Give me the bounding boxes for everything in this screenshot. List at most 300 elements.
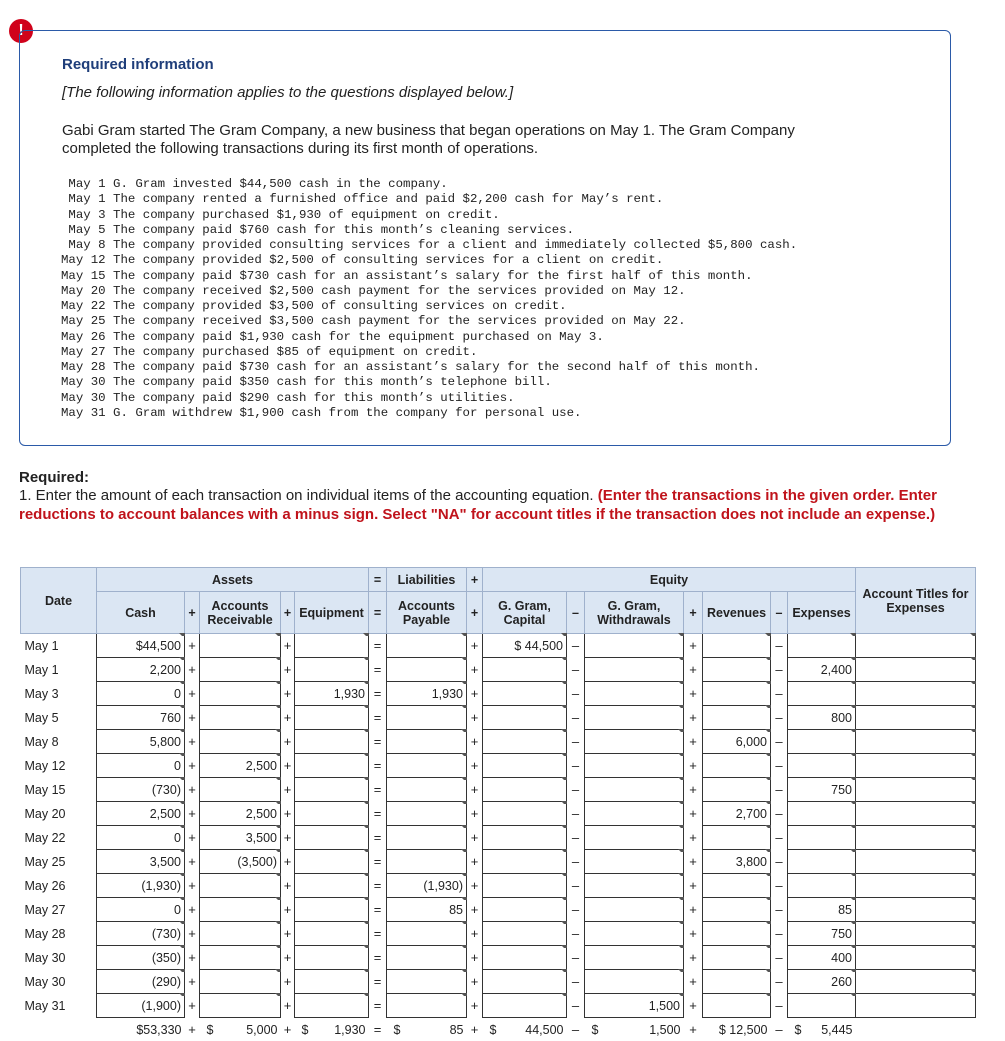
header-revenues: Revenues [703, 592, 771, 634]
equipment-input[interactable] [295, 754, 369, 778]
table-row [21, 874, 976, 898]
minus-sign: – [771, 706, 788, 730]
plus-sign: + [467, 922, 483, 946]
accounts-receivable-input[interactable]: (3,500) [200, 850, 281, 874]
header-cash: Cash [97, 592, 185, 634]
table-row [21, 826, 976, 850]
minus-sign: – [567, 706, 585, 730]
account-title-select[interactable] [856, 826, 976, 850]
accounts-payable-input[interactable] [387, 850, 467, 874]
plus-sign: + [281, 874, 295, 898]
revenues-input[interactable]: 6,000 [703, 730, 771, 754]
accounts-payable-input[interactable] [387, 730, 467, 754]
account-title-select[interactable] [856, 850, 976, 874]
accounts-receivable-input[interactable]: 2,500 [200, 802, 281, 826]
expenses-input[interactable] [788, 874, 856, 898]
cash-input[interactable]: 0 [97, 754, 185, 778]
dollar-sign: $ [490, 1023, 497, 1037]
info-note: [The following information applies to the questions displayed below.] [62, 84, 513, 101]
account-title-select[interactable] [856, 634, 976, 658]
expenses-input[interactable]: 750 [788, 922, 856, 946]
table-row [21, 898, 976, 922]
equals-sign: = [369, 658, 387, 682]
account-title-select[interactable] [856, 778, 976, 802]
plus-sign: + [281, 706, 295, 730]
withdrawals-input[interactable] [585, 706, 684, 730]
row-date: May 15 [21, 778, 97, 802]
plus-sign: + [684, 850, 703, 874]
expenses-input[interactable]: 85 [788, 898, 856, 922]
row-date: May 1 [21, 658, 97, 682]
revenues-input[interactable] [703, 634, 771, 658]
plus-sign: + [467, 658, 483, 682]
minus-sign: – [771, 826, 788, 850]
header-plus: + [185, 592, 200, 634]
row-date: May 25 [21, 850, 97, 874]
equipment-input[interactable] [295, 778, 369, 802]
row-date: May 12 [21, 754, 97, 778]
minus-sign: – [567, 802, 585, 826]
withdrawals-input[interactable] [585, 922, 684, 946]
revenues-input[interactable]: 3,800 [703, 850, 771, 874]
plus-sign: + [281, 922, 295, 946]
minus-sign: – [567, 730, 585, 754]
capital-input[interactable] [483, 898, 567, 922]
accounts-payable-input[interactable] [387, 826, 467, 850]
equipment-input[interactable] [295, 634, 369, 658]
header-accounts-payable: Accounts Payable [387, 592, 467, 634]
cash-input[interactable]: (1,930) [97, 874, 185, 898]
accounts-payable-input[interactable] [387, 994, 467, 1018]
equals-sign: = [369, 1018, 387, 1041]
plus-sign: + [467, 970, 483, 994]
transaction-line: May 3 The company purchased $1,930 of equipment on credit. [61, 208, 797, 223]
transaction-line: May 30 The company paid $350 cash for this month’s telephone bill. [61, 375, 797, 390]
revenues-input[interactable] [703, 682, 771, 706]
plus-sign: + [684, 634, 703, 658]
dollar-sign: $ [592, 1023, 599, 1037]
equipment-input[interactable] [295, 730, 369, 754]
table-row [21, 706, 976, 730]
accounts-payable-input[interactable]: 1,930 [387, 682, 467, 706]
accounts-receivable-input[interactable] [200, 994, 281, 1018]
plus-sign: + [185, 754, 200, 778]
withdrawals-input[interactable] [585, 778, 684, 802]
capital-input[interactable] [483, 874, 567, 898]
equipment-input[interactable] [295, 922, 369, 946]
header-equals: = [369, 592, 387, 634]
accounts-receivable-input[interactable] [200, 706, 281, 730]
totals-row [21, 1018, 976, 1041]
account-title-select[interactable] [856, 658, 976, 682]
expenses-input[interactable] [788, 682, 856, 706]
accounts-payable-input[interactable] [387, 754, 467, 778]
expenses-input[interactable] [788, 730, 856, 754]
capital-input[interactable] [483, 802, 567, 826]
table-row [21, 682, 976, 706]
minus-sign: – [771, 730, 788, 754]
minus-sign: – [567, 970, 585, 994]
revenues-input[interactable] [703, 970, 771, 994]
capital-input[interactable] [483, 658, 567, 682]
withdrawals-input[interactable] [585, 754, 684, 778]
minus-sign: – [567, 874, 585, 898]
equipment-input[interactable] [295, 706, 369, 730]
expenses-input[interactable]: 400 [788, 946, 856, 970]
plus-sign: + [185, 898, 200, 922]
row-date: May 5 [21, 706, 97, 730]
accounts-payable-input[interactable]: (1,930) [387, 874, 467, 898]
header-plus: + [467, 568, 483, 592]
equals-sign: = [369, 874, 387, 898]
plus-sign: + [467, 1018, 483, 1041]
equipment-input[interactable] [295, 970, 369, 994]
capital-input[interactable] [483, 970, 567, 994]
plus-sign: + [281, 802, 295, 826]
revenues-input[interactable] [703, 778, 771, 802]
expenses-input[interactable]: 260 [788, 970, 856, 994]
equals-sign: = [369, 850, 387, 874]
transaction-line: May 26 The company paid $1,930 cash for the equipment purchased on May 3. [61, 330, 797, 345]
transaction-list [61, 177, 797, 421]
cash-input[interactable]: 3,500 [97, 850, 185, 874]
transaction-line: May 1 G. Gram invested $44,500 cash in the company. [61, 177, 797, 192]
row-date: May 8 [21, 730, 97, 754]
minus-sign: – [771, 922, 788, 946]
equipment-input[interactable] [295, 898, 369, 922]
header-plus: + [467, 592, 483, 634]
revenues-input[interactable] [703, 874, 771, 898]
minus-sign: – [567, 946, 585, 970]
equipment-input[interactable] [295, 874, 369, 898]
total-accounts-payable [387, 1018, 467, 1041]
header-minus: – [567, 592, 585, 634]
header-liabilities: Liabilities [387, 568, 467, 592]
plus-sign: + [185, 658, 200, 682]
accounts-receivable-input[interactable] [200, 658, 281, 682]
withdrawals-input[interactable] [585, 826, 684, 850]
account-title-select[interactable] [856, 898, 976, 922]
transaction-line: May 5 The company paid $760 cash for this month’s cleaning services. [61, 223, 797, 238]
total-withdrawals [585, 1018, 684, 1041]
accounts-receivable-input[interactable] [200, 874, 281, 898]
expenses-input[interactable] [788, 634, 856, 658]
account-title-select[interactable] [856, 946, 976, 970]
plus-sign: + [185, 778, 200, 802]
cash-input[interactable]: (350) [97, 946, 185, 970]
account-title-select[interactable] [856, 706, 976, 730]
capital-input[interactable] [483, 850, 567, 874]
table-row [21, 754, 976, 778]
table-row [21, 994, 976, 1018]
minus-sign: – [567, 634, 585, 658]
plus-sign: + [185, 634, 200, 658]
cash-input[interactable]: (1,900) [97, 994, 185, 1018]
plus-sign: + [467, 706, 483, 730]
accounts-receivable-input[interactable] [200, 946, 281, 970]
accounts-payable-input[interactable] [387, 946, 467, 970]
cash-input[interactable]: (290) [97, 970, 185, 994]
accounts-receivable-input[interactable] [200, 778, 281, 802]
capital-input[interactable] [483, 994, 567, 1018]
header-date: Date [21, 568, 97, 634]
capital-input[interactable] [483, 706, 567, 730]
equals-sign: = [369, 778, 387, 802]
plus-sign: + [684, 658, 703, 682]
cash-input[interactable]: 0 [97, 826, 185, 850]
capital-input[interactable] [483, 946, 567, 970]
table-row [21, 778, 976, 802]
cash-input[interactable]: (730) [97, 778, 185, 802]
minus-sign: – [771, 778, 788, 802]
header-withdrawals: G. Gram, Withdrawals [585, 592, 684, 634]
expenses-input[interactable] [788, 754, 856, 778]
withdrawals-input[interactable] [585, 970, 684, 994]
capital-input[interactable] [483, 730, 567, 754]
account-title-select[interactable] [856, 682, 976, 706]
minus-sign: – [567, 994, 585, 1018]
expenses-input[interactable] [788, 850, 856, 874]
capital-input[interactable] [483, 754, 567, 778]
plus-sign: + [185, 730, 200, 754]
withdrawals-input[interactable] [585, 730, 684, 754]
plus-sign: + [467, 850, 483, 874]
equals-sign: = [369, 994, 387, 1018]
cash-input[interactable]: $44,500 [97, 634, 185, 658]
accounts-payable-input[interactable] [387, 802, 467, 826]
plus-sign: + [467, 730, 483, 754]
accounts-payable-input[interactable] [387, 778, 467, 802]
plus-sign: + [185, 682, 200, 706]
plus-sign: + [185, 706, 200, 730]
total-ar-value: 5,000 [246, 1023, 277, 1037]
equipment-input[interactable] [295, 946, 369, 970]
plus-sign: + [185, 922, 200, 946]
plus-sign: + [684, 802, 703, 826]
info-title: Required information [62, 56, 214, 73]
cash-input[interactable]: 5,800 [97, 730, 185, 754]
minus-sign: – [567, 754, 585, 778]
plus-sign: + [684, 970, 703, 994]
cash-input[interactable]: 0 [97, 898, 185, 922]
header-equipment: Equipment [295, 592, 369, 634]
withdrawals-input[interactable]: 1,500 [585, 994, 684, 1018]
header-equity: Equity [483, 568, 856, 592]
withdrawals-input[interactable] [585, 682, 684, 706]
total-cash: $53,330 [97, 1018, 185, 1041]
withdrawals-input[interactable] [585, 898, 684, 922]
equipment-input[interactable] [295, 850, 369, 874]
row-date: May 27 [21, 898, 97, 922]
minus-sign: – [771, 1018, 788, 1041]
minus-sign: – [771, 850, 788, 874]
transaction-line: May 1 The company rented a furnished office and paid $2,200 cash for May’s rent. [61, 192, 797, 207]
expenses-input[interactable]: 800 [788, 706, 856, 730]
plus-sign: + [281, 994, 295, 1018]
required-red-instruction: (Enter the transactions in the given order. Enter reductions to account balances with a minus sign. Select "NA" for account titles if the transaction does not include an expense.) [19, 487, 937, 523]
equals-sign: = [369, 898, 387, 922]
account-title-select[interactable] [856, 970, 976, 994]
accounts-payable-input[interactable] [387, 706, 467, 730]
plus-sign: + [185, 1018, 200, 1041]
equals-sign: = [369, 682, 387, 706]
cash-input[interactable]: (730) [97, 922, 185, 946]
withdrawals-input[interactable] [585, 658, 684, 682]
equals-sign: = [369, 826, 387, 850]
required-text [19, 487, 969, 524]
minus-sign: – [567, 898, 585, 922]
plus-sign: + [281, 754, 295, 778]
capital-input[interactable] [483, 922, 567, 946]
revenues-input[interactable] [703, 946, 771, 970]
equals-sign: = [369, 802, 387, 826]
minus-sign: – [771, 754, 788, 778]
equipment-input[interactable] [295, 802, 369, 826]
transaction-line: May 20 The company received $2,500 cash payment for the services provided on May 12. [61, 284, 797, 299]
expenses-input[interactable]: 2,400 [788, 658, 856, 682]
alert-icon: ! [9, 19, 33, 43]
capital-input[interactable] [483, 778, 567, 802]
plus-sign: + [684, 754, 703, 778]
header-plus: + [684, 592, 703, 634]
plus-sign: + [467, 754, 483, 778]
account-title-select[interactable] [856, 922, 976, 946]
expenses-input[interactable] [788, 802, 856, 826]
equals-sign: = [369, 922, 387, 946]
account-title-select[interactable] [856, 994, 976, 1018]
accounts-payable-input[interactable] [387, 634, 467, 658]
revenues-input[interactable] [703, 922, 771, 946]
revenues-input[interactable] [703, 994, 771, 1018]
plus-sign: + [684, 898, 703, 922]
plus-sign: + [684, 994, 703, 1018]
total-withdrawals-value: 1,500 [649, 1023, 680, 1037]
minus-sign: – [567, 826, 585, 850]
revenues-input[interactable] [703, 826, 771, 850]
plus-sign: + [281, 634, 295, 658]
equipment-input[interactable] [295, 826, 369, 850]
row-date: May 28 [21, 922, 97, 946]
table-row [21, 850, 976, 874]
expenses-input[interactable] [788, 826, 856, 850]
accounts-receivable-input[interactable] [200, 922, 281, 946]
accounts-payable-input[interactable] [387, 922, 467, 946]
capital-input[interactable] [483, 682, 567, 706]
equipment-input[interactable] [295, 658, 369, 682]
dollar-sign: $ [207, 1023, 214, 1037]
required-instruction: 1. Enter the amount of each transaction on individual items of the accounting equation. [19, 487, 594, 504]
plus-sign: + [467, 826, 483, 850]
plus-sign: + [684, 874, 703, 898]
withdrawals-input[interactable] [585, 946, 684, 970]
header-assets: Assets [97, 568, 369, 592]
account-title-select[interactable] [856, 802, 976, 826]
revenues-input[interactable]: 2,700 [703, 802, 771, 826]
plus-sign: + [467, 946, 483, 970]
plus-sign: + [684, 826, 703, 850]
row-date: May 31 [21, 994, 97, 1018]
expenses-input[interactable] [788, 994, 856, 1018]
transaction-line: May 27 The company purchased $85 of equipment on credit. [61, 345, 797, 360]
accounts-receivable-input[interactable] [200, 970, 281, 994]
accounts-receivable-input[interactable]: 2,500 [200, 754, 281, 778]
accounts-payable-input[interactable] [387, 658, 467, 682]
accounts-payable-input[interactable] [387, 970, 467, 994]
plus-sign: + [185, 826, 200, 850]
minus-sign: – [771, 970, 788, 994]
accounts-receivable-input[interactable] [200, 634, 281, 658]
header-account-titles: Account Titles for Expenses [856, 568, 976, 634]
withdrawals-input[interactable] [585, 802, 684, 826]
plus-sign: + [281, 946, 295, 970]
header-minus: – [771, 592, 788, 634]
total-capital [483, 1018, 567, 1041]
total-capital-value: 44,500 [525, 1023, 563, 1037]
cash-input[interactable]: 2,500 [97, 802, 185, 826]
cash-input[interactable]: 0 [97, 682, 185, 706]
accounts-receivable-input[interactable]: 3,500 [200, 826, 281, 850]
minus-sign: – [567, 1018, 585, 1041]
capital-input[interactable] [483, 826, 567, 850]
equals-sign: = [369, 754, 387, 778]
plus-sign: + [185, 970, 200, 994]
account-title-select[interactable] [856, 730, 976, 754]
plus-sign: + [185, 802, 200, 826]
transaction-line: May 31 G. Gram withdrew $1,900 cash from the company for personal use. [61, 406, 797, 421]
accounts-payable-input[interactable]: 85 [387, 898, 467, 922]
equipment-input[interactable]: 1,930 [295, 682, 369, 706]
header-plus: + [281, 592, 295, 634]
minus-sign: – [771, 898, 788, 922]
dollar-sign: $ [394, 1023, 401, 1037]
withdrawals-input[interactable] [585, 850, 684, 874]
total-ap-value: 85 [450, 1023, 464, 1037]
expenses-input[interactable]: 750 [788, 778, 856, 802]
total-revenues: $ 12,500 [703, 1018, 771, 1041]
withdrawals-input[interactable] [585, 874, 684, 898]
table-row [21, 730, 976, 754]
cash-input[interactable]: 2,200 [97, 658, 185, 682]
minus-sign: – [771, 682, 788, 706]
header-capital: G. Gram, Capital [483, 592, 567, 634]
cash-input[interactable]: 760 [97, 706, 185, 730]
total-accounts-receivable [200, 1018, 281, 1041]
row-date: May 30 [21, 946, 97, 970]
revenues-input[interactable] [703, 658, 771, 682]
capital-input[interactable]: $ 44,500 [483, 634, 567, 658]
accounts-receivable-input[interactable] [200, 730, 281, 754]
equals-sign: = [369, 730, 387, 754]
account-title-select[interactable] [856, 874, 976, 898]
account-title-select[interactable] [856, 754, 976, 778]
accounts-receivable-input[interactable] [200, 898, 281, 922]
revenues-input[interactable] [703, 898, 771, 922]
plus-sign: + [281, 850, 295, 874]
equals-sign: = [369, 706, 387, 730]
plus-sign: + [185, 994, 200, 1018]
revenues-input[interactable] [703, 706, 771, 730]
withdrawals-input[interactable] [585, 634, 684, 658]
accounts-receivable-input[interactable] [200, 682, 281, 706]
minus-sign: – [771, 994, 788, 1018]
revenues-input[interactable] [703, 754, 771, 778]
total-expenses-value: 5,445 [821, 1023, 852, 1037]
header-equals: = [369, 568, 387, 592]
info-intro: Gabi Gram started The Gram Company, a new business that began operations on May 1. The Gram Company completed the following transactions during its first month of operations. [62, 122, 862, 158]
transaction-line: May 15 The company paid $730 cash for an assistant’s salary for the first half of this month. [61, 269, 797, 284]
table-row [21, 802, 976, 826]
equipment-input[interactable] [295, 994, 369, 1018]
